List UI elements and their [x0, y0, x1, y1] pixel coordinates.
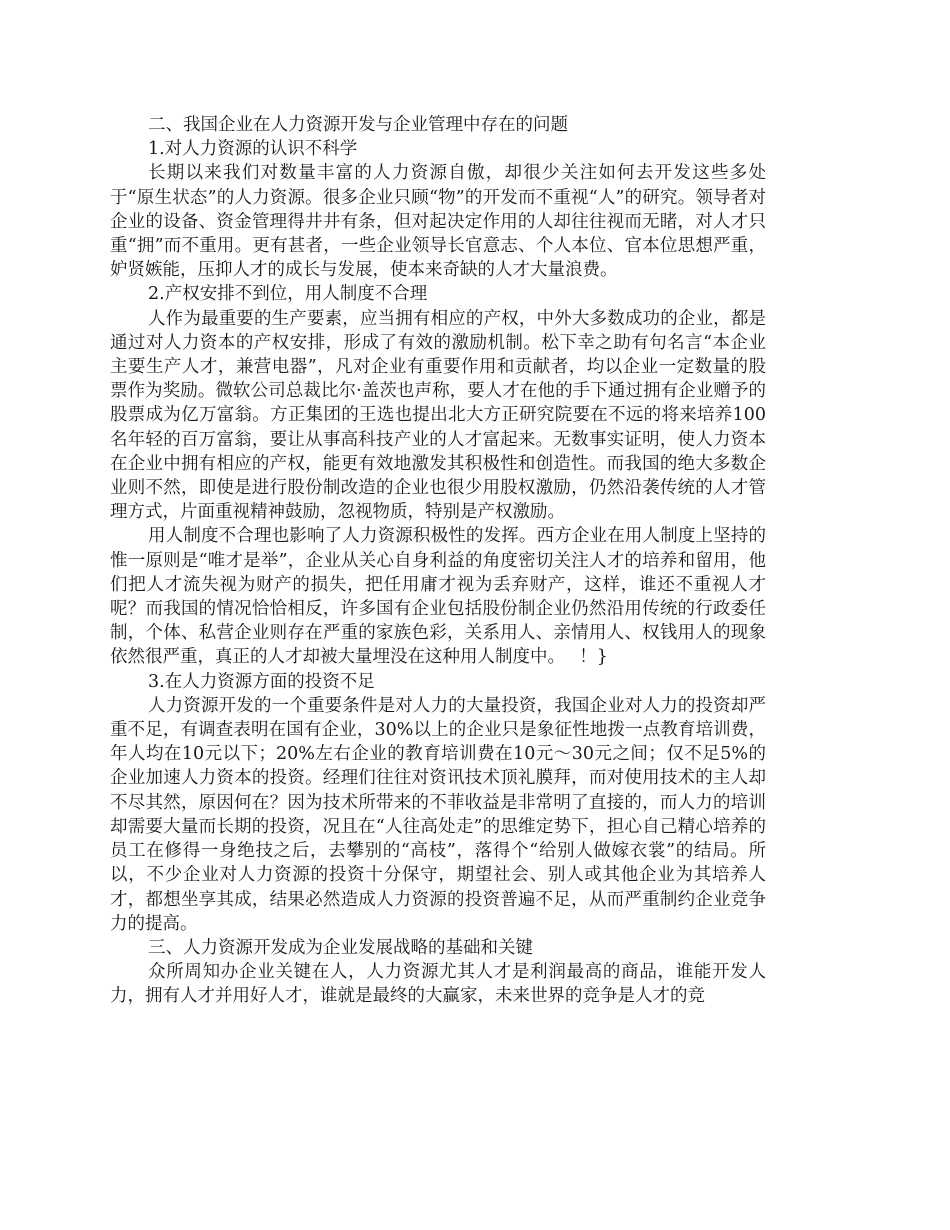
paragraph-1: 长期以来我们对数量丰富的人力资源自傲，却很少关注如何去开发这些多处于“原生状态”的人力资源。很多企业只顾“物”的开发而不重视“人”的研究。领导者对企业的设备、资金管理得井井有条，但对起决定作用的人却往往视而无睹，对人才只重“拥”而不重用。更有甚者，一些企业领导长官意志、个人本位、官本位思想严重，妒贤嫉能，压抑人才的成长与发展，使本来奇缺的人才大量浪费。	[110, 163, 766, 281]
paragraph-3: 用人制度不合理也影响了人力资源积极性的发挥。西方企业在用人制度上坚持的惟一原则是“唯才是举”，企业从关心自身利益的角度密切关注人才的培养和留用，他们把人才流失视为财产的损失，把任用庸才视为丢弃财产，这样，谁还不重视人才呢？而我国的情况恰恰相反，许多国有企业包括股份制企业仍然沿用传统的行政委任制，个体、私营企业则存在严重的家族色彩，关系用人、亲情用人、权钱用人的现象依然很严重，真正的人才却被大量埋没在这种用人制度中。 ！}	[110, 526, 766, 668]
paragraph-2: 人作为最重要的生产要素，应当拥有相应的产权，中外大多数成功的企业，都是通过对人力资本的产权安排，形成了有效的激励机制。松下幸之助有句名言“本企业主要生产人才，兼营电器”，凡对企业有重要作用和贡献者，均以企业一定数量的股票作为奖励。微软公司总裁比尔·盖茨也声称，要人才在他的手下通过拥有企业赠予的股票成为亿万富翁。方正集团的王选也提出北大方正研究院要在不远的将来培养100名年轻的百万富翁，要让从事高科技产业的人才富起来。无数事实证明，使人力资本在企业中拥有相应的产权，能更有效地激发其积极性和创造性。而我国的绝大多数企业则不然，即使是进行股份制改造的企业也很少用股权激励，仍然沿袭传统的人才管理方式，片面重视精神鼓励，忽视物质，特别是产权激励。	[110, 308, 766, 523]
paragraph-5: 众所周知办企业关键在人，人力资源尤其人才是利润最高的商品，谁能开发人力，拥有人才并用好人才，谁就是最终的大赢家，未来世界的竞争是人才的竞	[110, 962, 766, 1007]
document-body	[110, 113, 766, 1009]
subsection-heading-1: 1.对人力资源的认识不科学	[148, 139, 358, 160]
subsection-heading-2: 2.产权安排不到位，用人制度不合理	[148, 284, 428, 305]
section-heading-3: 三、人力资源开发成为企业发展战略的基础和关键	[148, 937, 533, 958]
paragraph-4: 人力资源开发的一个重要条件是对人力的大量投资，我国企业对人力的投资却严重不足，有调查表明在国有企业，30%以上的企业只是象征性地拨一点教育培训费，年人均在10元以下；20%左右企业的教育培训费在10元～30元之间；仅不足5%的企业加速人力资本的投资。经理们往往对资讯技术顶礼膜拜，而对使用技术的主人却不尽其然，原因何在？因为技术所带来的不菲收益是非常明了直接的，而人力的培训却需要大量而长期的投资，况且在“人往高处走”的思维定势下，担心自己精心培养的员工在修得一身绝技之后，去攀别的“高枝”，落得个“给别人做嫁衣裳”的结局。所以，不少企业对人力资源的投资十分保守，期望社会、别人或其他企业为其培养人才，都想坐享其成，结果必然造成人力资源的投资普遍不足，从而严重制约企业竞争力的提高。	[110, 695, 766, 934]
section-heading-2: 二、我国企业在人力资源开发与企业管理中存在的问题	[148, 115, 568, 135]
subsection-heading-3: 3.在人力资源方面的投资不足	[148, 671, 375, 692]
